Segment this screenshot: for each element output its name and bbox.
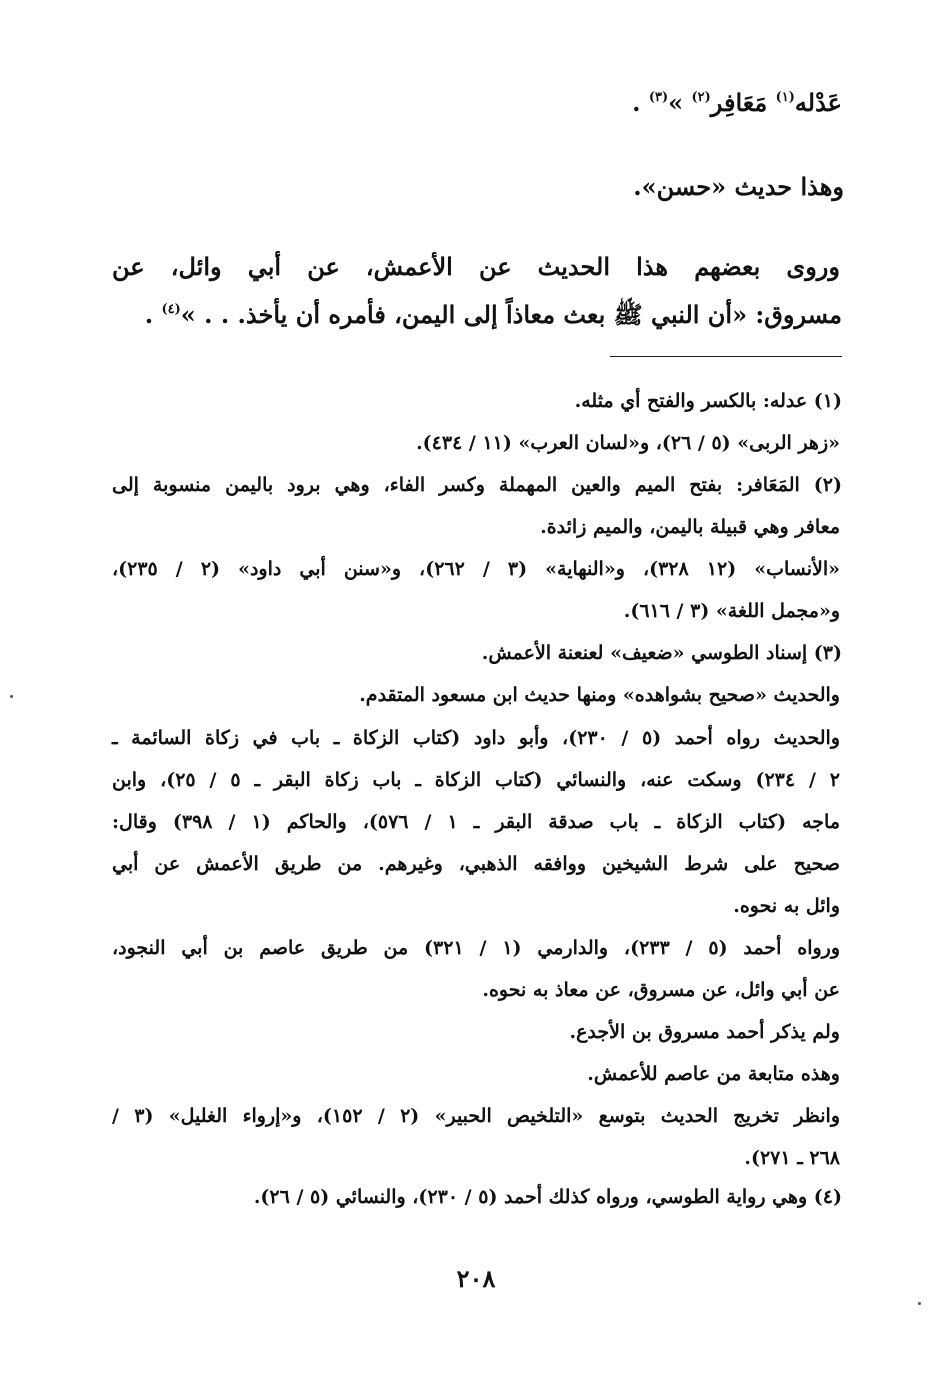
footnote-line: (٣) إسناد الطوسي «ضعيف» لعنعنة الأعمش. [481,642,842,664]
footnote-line: (١) عدله: بالكسر والفتح أي مثله. [574,390,842,412]
footnote-line: ٢ / ٢٣٤) وسكت عنه، والنسائي (كتاب الزكاة ـ باب زكاة البقر ـ ٥ / ٢٥)، وابن [112,769,840,791]
footnote-line: ورواه أحمد (٥ / ٢٣٣)، والدارمي (١ / ٣٢١) من طريق عاصم بن أبي النجود، [112,937,841,959]
footnote-ref-1: (١) [775,90,795,105]
footnote-line: معافر وهي قبيلة باليمن، والميم زائدة. [540,516,840,538]
footnote-line: عن أبي وائل، عن مسروق، عن معاذ به نحوه. [482,979,840,1001]
word-maafir: مَعَافِر [710,88,768,117]
footnote-line: و«مجمل اللغة» (٣ / ٦١٦). [623,600,840,622]
footnote-line: والحديث «صحيح بشواهده» ومنها حديث ابن مسعود المتقدم. [359,684,840,706]
word-adlah: عَدْله [794,88,842,117]
page-number: ٢٠٨ [456,1264,496,1293]
footnote-line: (٤) وهي رواية الطوسي، ورواه كذلك أحمد (٥ / ٢٣٠)، والنسائي (٥ / ٢٦). [253,1186,842,1208]
main-line-4-text: مسروق: «أن النبي ﷺ بعث معاذاً إلى اليمن، فأمره أن يأخذ. . . » [180,300,842,329]
main-line-1 [112,88,842,117]
footnote-line: «زهر الربى» (٥ / ٢٦)، و«لسان العرب» (١١ / ٤٣٤). [416,432,840,454]
footnote-line: ولم يذكر أحمد مسروق بن الأجدع. [569,1021,840,1043]
footnote-line: «الأنساب» (١٢ ٣٢٨)، و«النهاية» (٣ / ٢٦٢)، و«سنن أبي داود» (٢ / ٢٣٥)، [112,558,841,580]
scan-speck [10,695,13,698]
main-line-4 [112,300,842,335]
main-line-3: وروى بعضهم هذا الحديث عن الأعمش، عن أبي وائل، عن [112,252,840,281]
footnote-ref-2: (٢) [691,90,711,105]
main-line-2: وهذا حديث «حسن». [633,172,844,201]
footnote-line: ٢٦٨ ـ ٢٧١). [744,1147,840,1169]
footnote-line: صحيح على شرط الشيخين ووافقه الذهبي، وغيرهم. من طريق الأعمش عن أبي [112,853,840,875]
footnote-ref-4: (٤) [161,302,181,317]
footnote-line: والحديث رواه أحمد (٥ / ٢٣٠)، وأبو داود (كتاب الزكاة ـ باب في زكاة السائمة ـ [112,727,841,749]
footnote-line: ماجه (كتاب الزكاة ـ باب صدقة البقر ـ ١ / ٥٧٦)، والحاكم (١ / ٣٩٨) وقال: [112,811,840,833]
footnote-line: وائل به نحوه. [733,895,840,917]
closing-quote: » [668,88,684,117]
footnote-line: وهذه متابعة من عاصم للأعمش. [587,1063,840,1085]
footnote-ref-3: (٣) [648,90,669,105]
footnote-line: (٢) المَعَافر: بفتح الميم والعين المهملة وكسر الفاء، وهي برود باليمن منسوبة إلى [112,474,842,496]
footnote-line: وانظر تخريج الحديث بتوسع «التلخيص الحبير» (٢ / ١٥٢)، و«إرواء الغليل» (٣ / [112,1105,841,1127]
line-end: . [144,300,162,329]
line-end: . [632,88,649,117]
footnote-separator [610,356,842,357]
scan-speck [918,1302,921,1305]
